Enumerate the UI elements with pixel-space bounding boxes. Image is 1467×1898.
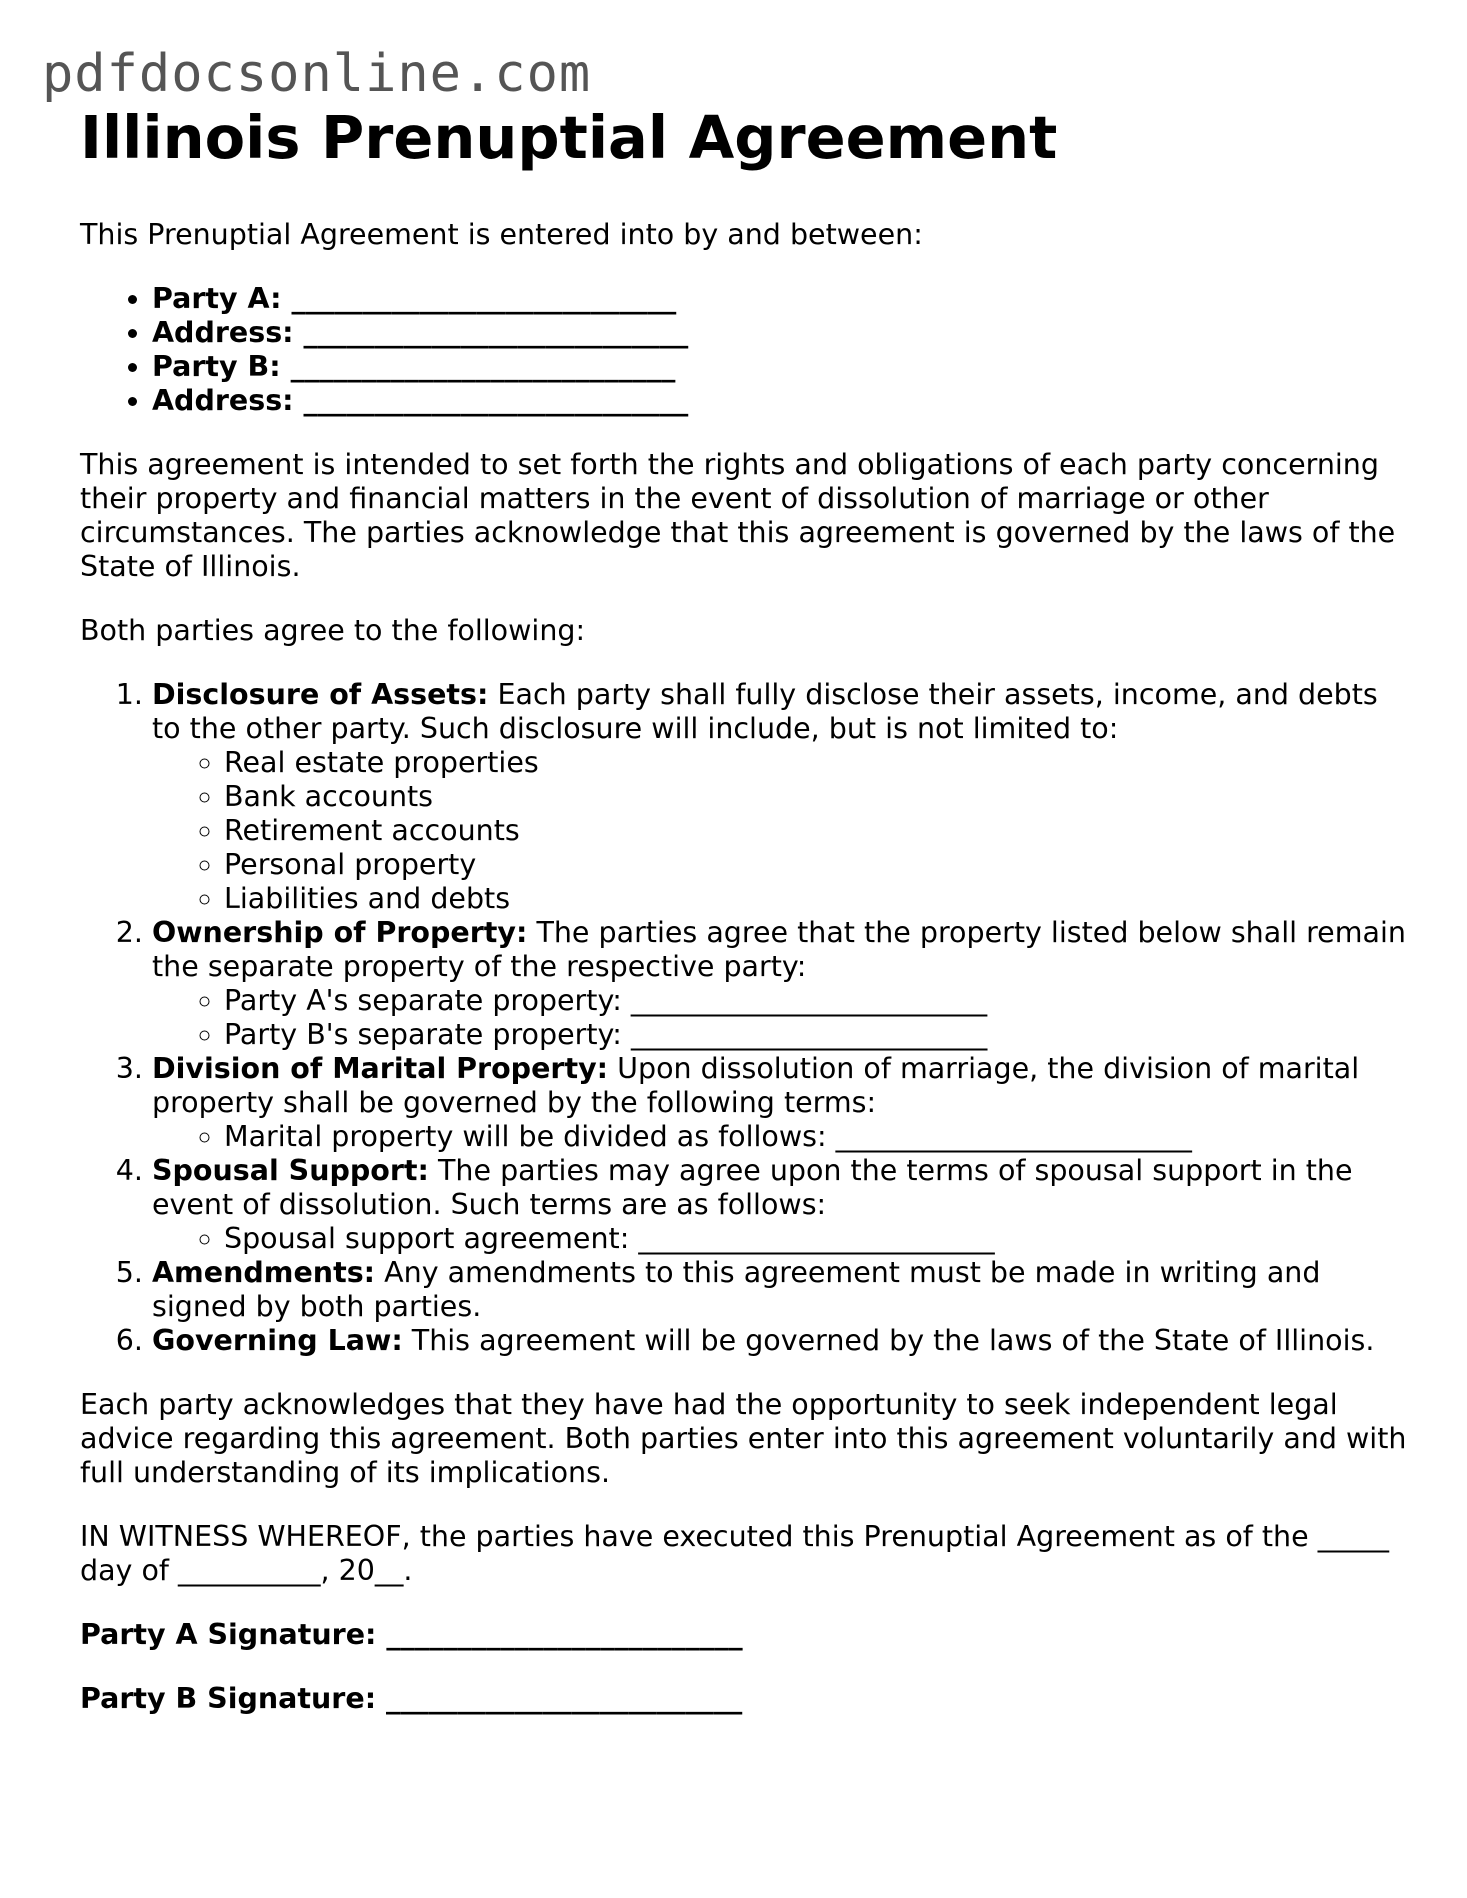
term-text: Upon dissolution of marriage, the division of marital property shall be governed by the following terms: [152,1052,1360,1119]
party-b-signature-field[interactable]: _________________________ [386,1682,743,1715]
marital-property-division-field[interactable]: ◦ Marital property will be divided as follows: _________________________ [224,1120,1410,1154]
document-title: Illinois Prenuptial Agreement [80,103,1058,172]
party-a-signature-label: Party A Signature: [80,1618,377,1651]
party-a-address-blank[interactable]: ___________________________ [303,316,689,349]
list-item: ◦ Retirement accounts [224,814,1410,848]
spousal-support-field[interactable]: ◦ Spousal support agreement: _________________________ [224,1222,1410,1256]
term-spousal-support [152,1154,1410,1256]
party-a-blank[interactable]: ___________________________ [291,282,677,315]
list-item: ◦ Liabilities and debts [224,882,1410,916]
term-sublist [152,1120,1410,1154]
party-b-blank[interactable]: ___________________________ [290,350,676,383]
party-b-line [152,350,1410,384]
term-text: The parties may agree upon the terms of spousal support in the event of dissolution. Such terms are as follows: [152,1154,1353,1221]
term-heading: Disclosure of Assets: [152,678,489,711]
party-a-address-label: Address: [152,316,294,349]
term-text: Any amendments to this agreement must be made in writing and signed by both parties. [152,1256,1321,1323]
term-heading: Division of Marital Property: [152,1052,609,1085]
party-b-signature-line [80,1682,1410,1716]
party-b-signature-label: Party B Signature: [80,1682,377,1715]
term-heading: Ownership of Property: [152,916,528,949]
term-sublist [152,1222,1410,1256]
party-a-address-line [152,316,1410,350]
term-amendments [152,1256,1410,1324]
term-sublist [152,984,1410,1052]
list-item: ◦ Bank accounts [224,780,1410,814]
terms-list [80,678,1410,1358]
term-division [152,1052,1410,1154]
list-item: ◦ Personal property [224,848,1410,882]
parties-list [80,282,1410,418]
agree-intro: Both parties agree to the following: [80,614,586,647]
witness-paragraph[interactable]: IN WITNESS WHEREOF, the parties have executed this Prenuptial Agreement as of the _____ day of __________, 20__. [80,1520,1389,1587]
term-heading: Governing Law: [152,1324,403,1357]
intro-paragraph: This Prenuptial Agreement is entered into by and between: [80,218,923,251]
term-governing-law [152,1324,1410,1358]
term-text: This agreement will be governed by the laws of the State of Illinois. [402,1324,1375,1357]
term-text: The parties agree that the property listed below shall remain the separate property of the respective party: [152,916,1406,983]
watermark: pdfdocsonline.com [42,44,592,104]
party-b-address-label: Address: [152,384,294,417]
party-a-separate-property-field[interactable]: ◦ Party A's separate property: _________________________ [224,984,1410,1018]
term-disclosure [152,678,1410,916]
term-text: Each party shall fully disclose their assets, income, and debts to the other party. Such disclosure will include, but is not limited to: [152,678,1378,745]
term-heading: Spousal Support: [152,1154,429,1187]
party-b-address-line [152,384,1410,418]
party-b-label: Party B: [152,350,281,383]
party-a-line [152,282,1410,316]
term-heading: Amendments: [152,1256,376,1289]
list-item: ◦ Real estate properties [224,746,1410,780]
purpose-paragraph: This agreement is intended to set forth the rights and obligations of each party concerning their property and financial matters in the event of dissolution of marriage or other circumstances. The parties acknowledge that this agreement is governed by the laws of the State of Illinois. [80,448,1396,583]
party-a-signature-field[interactable]: _________________________ [386,1618,743,1651]
term-ownership [152,916,1410,1052]
term-sublist [152,746,1410,916]
acknowledgment-paragraph: Each party acknowledges that they have had the opportunity to seek independent legal advice regarding this agreement. Both parties enter into this agreement voluntarily and with full understanding of its implications. [80,1388,1407,1489]
party-b-address-blank[interactable]: ___________________________ [303,384,689,417]
party-a-signature-line [80,1618,1410,1652]
party-a-label: Party A: [152,282,282,315]
document-page [80,100,1410,1746]
party-b-separate-property-field[interactable]: ◦ Party B's separate property: _________________________ [224,1018,1410,1052]
